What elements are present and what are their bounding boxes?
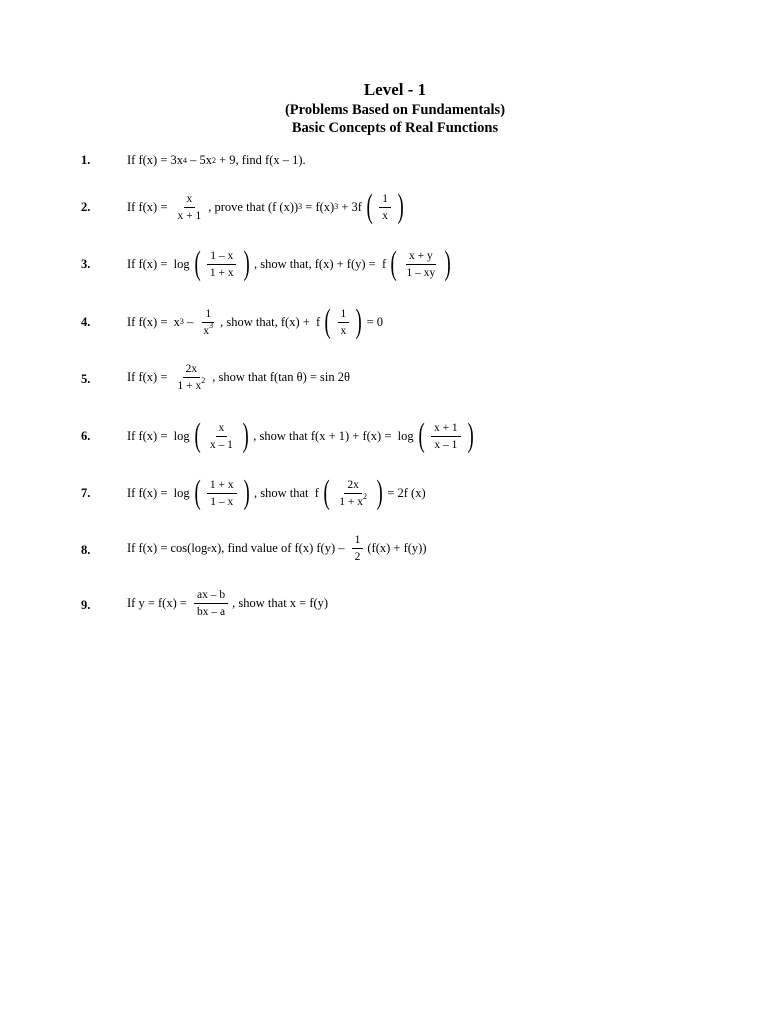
problem-number: 6. bbox=[81, 429, 91, 443]
denominator: x + 1 bbox=[177, 209, 202, 222]
parenthesized-fraction: ( $\frac{x}{x - 1}$ ) bbox=[194, 417, 249, 454]
denominator-text: 1 + x bbox=[177, 380, 202, 392]
numerator: x bbox=[184, 192, 196, 208]
problem-text: – 5x bbox=[187, 153, 212, 167]
denominator bbox=[336, 491, 370, 509]
problem-text: = 2f (x) bbox=[387, 485, 426, 500]
problem-number: 5. bbox=[81, 372, 91, 386]
parenthesized-fraction: ( $\frac{1}{x}$ ) bbox=[366, 188, 404, 225]
problem-7 bbox=[127, 476, 426, 510]
parenthesized-fraction: ( $\frac{1 - x}{1 + x}$ ) bbox=[194, 245, 250, 282]
fraction bbox=[352, 533, 364, 564]
problem-number: 3. bbox=[81, 257, 91, 271]
problem-number: 9. bbox=[81, 598, 91, 612]
problem-text: If f(x) = log bbox=[127, 485, 190, 500]
problem-number: 2. bbox=[81, 200, 91, 214]
parenthesized-fraction: ( $\frac{2x}{1 + x^2}$ ) bbox=[323, 474, 383, 511]
problem-1: If f(x) = 3x 4 – 5x 2 + 9, find f(x – 1). bbox=[127, 153, 306, 167]
denominator bbox=[175, 378, 209, 393]
parenthesized-fraction: ( $\frac{x + 1}{x - 1}$ ) bbox=[418, 417, 474, 454]
numerator: ax – b bbox=[194, 588, 228, 604]
parenthesized-fraction: ( $\frac{1 + x}{1 - x}$ ) bbox=[194, 474, 250, 511]
denominator: x bbox=[382, 209, 388, 222]
problem-text: = f(x) bbox=[302, 199, 335, 214]
problem-text: , show that f(x + 1) + f(x) = log bbox=[253, 428, 414, 443]
problem-text: , show that f(tan θ) = sin 2θ bbox=[212, 370, 351, 384]
problem-text: + 9, find f(x – 1). bbox=[216, 153, 306, 167]
problem-text: = 0 bbox=[366, 314, 384, 329]
problem-text: If f(x) = bbox=[127, 370, 171, 384]
numerator: 1 bbox=[202, 307, 214, 323]
superscript: 2 bbox=[201, 376, 206, 385]
parenthesized-fraction: ( $\frac{1}{x}$ ) bbox=[324, 303, 363, 340]
fraction bbox=[379, 192, 391, 223]
section-title: Basic Concepts of Real Functions bbox=[291, 120, 499, 136]
problem-5 bbox=[127, 362, 350, 393]
fraction bbox=[194, 588, 228, 619]
numerator: x bbox=[216, 421, 228, 437]
problem-text: + 3f bbox=[338, 199, 362, 214]
fraction bbox=[431, 421, 461, 452]
problem-text: x), find value of f(x) f(y) – bbox=[210, 541, 348, 555]
numerator: x + y bbox=[406, 249, 436, 265]
problem-text: If f(x) = log bbox=[127, 256, 190, 271]
problem-4: If f(x) = x 3 – $\frac{1}{x^3}$ , show that, f(x) + f ( $\frac{1}{x}$ ) = 0 bbox=[127, 303, 384, 340]
numerator: 1 bbox=[352, 533, 364, 549]
problem-number: 8. bbox=[81, 543, 91, 557]
fraction bbox=[207, 421, 236, 452]
numerator: 2x bbox=[183, 362, 201, 378]
fraction bbox=[175, 362, 209, 393]
numerator: 1 bbox=[379, 192, 391, 208]
problem-text: If f(x) = log bbox=[127, 428, 190, 443]
superscript: 3 bbox=[209, 320, 214, 330]
numerator: 1 – x bbox=[207, 249, 236, 265]
fraction bbox=[338, 307, 350, 338]
fraction bbox=[207, 478, 237, 509]
denominator: bx – a bbox=[197, 606, 226, 618]
problem-text: (f(x) + f(y)) bbox=[367, 541, 427, 555]
denominator: x – 1 bbox=[434, 438, 458, 451]
numerator: x + 1 bbox=[431, 421, 461, 437]
denominator: 1 + x bbox=[209, 266, 234, 279]
problem-8: If f(x) = cos(log e x), find value of f(x) f(y) – $\frac{1}{2}$ (f(x) + f(y)) bbox=[127, 534, 427, 563]
problem-text: , show that, f(x) + f bbox=[220, 314, 321, 329]
problem-text: If f(x) = bbox=[127, 199, 171, 214]
fraction bbox=[336, 478, 370, 509]
page-subtitle: (Problems Based on Fundamentals) bbox=[284, 102, 506, 118]
problem-3 bbox=[127, 247, 456, 281]
numerator: 2x bbox=[344, 478, 362, 494]
denominator: 2 bbox=[354, 551, 361, 563]
parenthesized-fraction: ( $\frac{x + y}{1 - xy}$ ) bbox=[390, 245, 451, 282]
problem-text: If y = f(x) = bbox=[127, 596, 191, 610]
problem-text: If f(x) = cos(log bbox=[127, 541, 208, 555]
denominator bbox=[200, 320, 216, 338]
page-title: Level - 1 bbox=[363, 80, 427, 99]
problem-number: 7. bbox=[81, 486, 91, 500]
denominator: x – 1 bbox=[209, 438, 233, 451]
problem-text: , prove that (f (x)) bbox=[208, 199, 299, 214]
problem-text: , show that f bbox=[254, 485, 319, 500]
problem-9 bbox=[127, 588, 328, 619]
problem-text: – bbox=[183, 314, 197, 329]
problem-text: , show that x = f(y) bbox=[232, 596, 329, 610]
superscript: 2 bbox=[363, 491, 368, 501]
denominator: 1 – xy bbox=[406, 266, 436, 279]
problem-text: If f(x) = 3x bbox=[127, 153, 183, 167]
denominator-text: x bbox=[203, 324, 210, 337]
denominator-text: 1 + x bbox=[339, 495, 364, 508]
numerator: 1 + x bbox=[207, 478, 237, 494]
fraction bbox=[175, 192, 205, 223]
problem-text: , show that, f(x) + f(y) = f bbox=[254, 256, 387, 271]
problem-text: If f(x) = x bbox=[127, 314, 180, 329]
fraction bbox=[207, 249, 237, 280]
denominator: x bbox=[340, 324, 347, 337]
problem-6 bbox=[127, 419, 478, 453]
fraction bbox=[200, 307, 216, 338]
problem-number: 1. bbox=[81, 153, 91, 167]
fraction bbox=[403, 249, 438, 280]
denominator: 1 – x bbox=[210, 495, 234, 508]
numerator: 1 bbox=[338, 307, 350, 323]
problem-number: 4. bbox=[81, 315, 91, 329]
problem-2: If f(x) = $\frac{x}{x + 1}$ , prove that (f (x)) 3 = f(x) 3 + 3f ( $\frac{1}{x}$ ) bbox=[127, 190, 408, 224]
